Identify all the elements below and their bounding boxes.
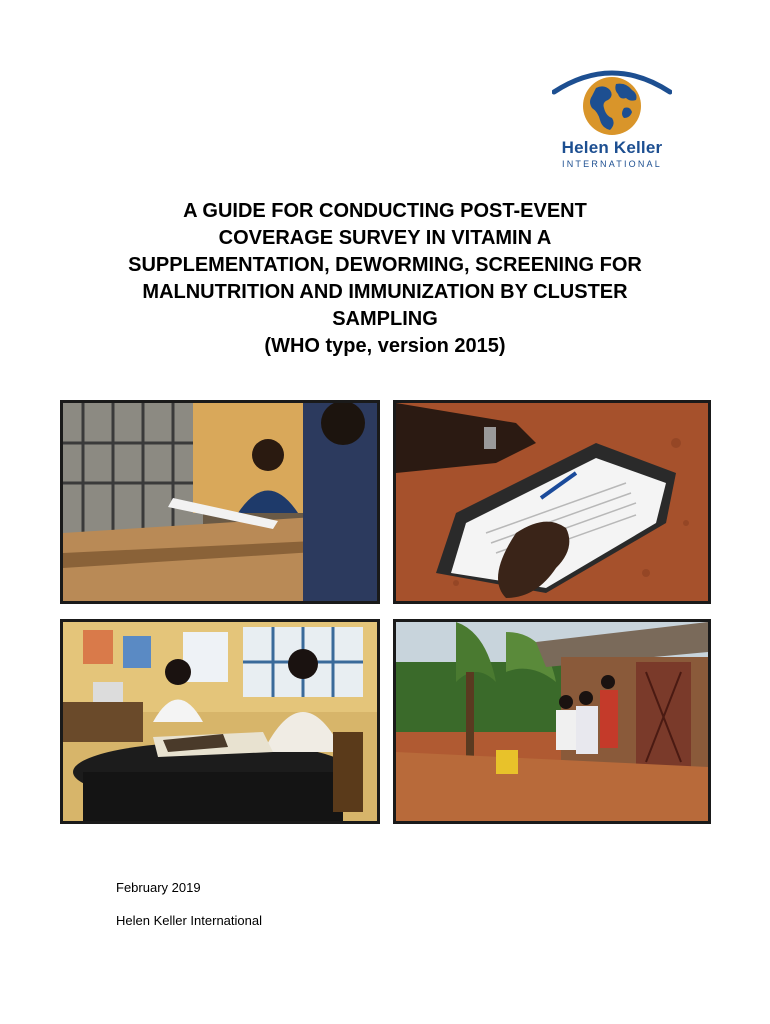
logo-name: Helen Keller	[561, 138, 663, 157]
organization-name: Helen Keller International	[116, 913, 262, 928]
title-line: SUPPLEMENTATION, DEWORMING, SCREENING FOR	[128, 254, 642, 276]
publication-date: February 2019	[116, 880, 201, 895]
title-line: A GUIDE FOR CONDUCTING POST-EVENT	[183, 200, 587, 222]
title-line: COVERAGE SURVEY IN VITAMIN A	[218, 227, 552, 249]
title-line: (WHO type, version 2015)	[264, 335, 506, 357]
helen-keller-logo	[552, 62, 672, 172]
title-line: SAMPLING	[332, 308, 438, 330]
photo-village-hut	[393, 619, 711, 824]
logo-subtitle: INTERNATIONAL	[562, 159, 662, 169]
photo-desk-interview	[60, 400, 380, 604]
photo-clipboard-writing	[393, 400, 711, 604]
photo-office-table	[60, 619, 380, 824]
globe-eye-icon	[552, 62, 672, 138]
document-title	[60, 198, 710, 360]
title-line: MALNUTRITION AND IMMUNIZATION BY CLUSTER	[142, 281, 628, 303]
